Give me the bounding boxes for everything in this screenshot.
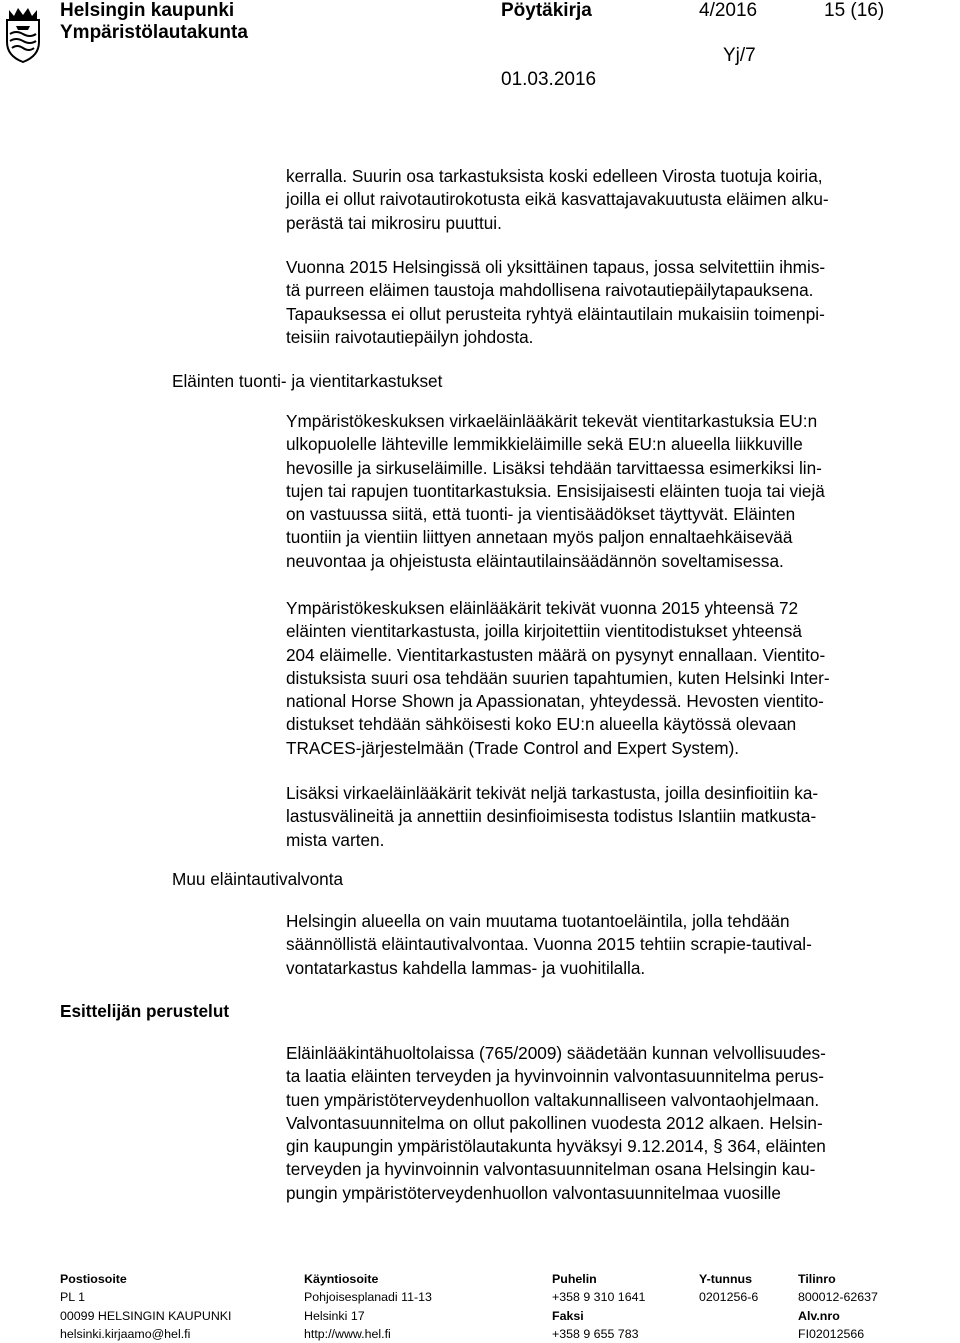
section-heading-rationale: Esittelijän perustelut [60,1001,230,1021]
footer-phone: Puhelin +358 9 310 1641 Faksi +358 9 655 783 [552,1272,646,1341]
footer-account: Tilinro 800012-62637 Alv.nro FI02012566 [798,1272,878,1341]
paragraph-inspections: kerralla. Suurin osa tarkastuksista koski edelleen Virosta tuotuja koiria, joilla ei ollut raivotautirokotusta eikä kasvattajavakuutusta eläimen alku- perästä tai mikrosiru puuttui. [286,166,829,233]
section-heading-other-surveillance: Muu eläintautivalvonta [172,869,344,889]
department-name: Ympäristölautakunta [60,22,248,43]
page-number: 15 (16) [824,0,885,21]
document-type: Pöytäkirja [501,0,592,21]
document-date: 01.03.2016 [501,69,597,90]
paragraph-rationale: Eläinlääkintähuoltolaissa (765/2009) säädetään kunnan velvollisuudes- ta laatia eläinten terveyden ja hyvinvoinnin valvontasuunnitelma perus- tuen ympäristöterveydenhuollon valtakunnalliseen valvontaohjelmaan. Valvontasuunnitelma on ollut pakollinen vuodesta 2012 alkaen. Helsin- gin kaupungin ympäristölautakunta hyväksyi 9.12.2014, § 364, eläinten terveyden ja hyvinvoinnin valvontasuunnitelman osana Helsingin kau- pungin ympäristöterveydenhuollon valvontasuunnitelmaa vuosille [286,1043,826,1203]
organization-name: Helsingin kaupunki [60,0,235,21]
footer-visiting-address: Käyntiosoite Pohjoisesplanadi 11-13 Helsinki 17 http://www.hel.fi [304,1272,432,1341]
paragraph-disinfection: Lisäksi virkaeläinlääkärit tekivät neljä tarkastusta, joilla desinfioitiin ka- lastusvälineitä ja annettiin desinfioimisesta todistus Islantiin matkusta- mista varten. [286,783,819,850]
paragraph-production-farms: Helsingin alueella on vain muutama tuotantoeläintila, jolla tehdään säännöllistä eläintautivalvontaa. Vuonna 2015 tehtiin scrapie-tautival- vontatarkastus kahdella lammas- ja vuohitilalla. [286,911,812,978]
paragraph-rabies-case: Vuonna 2015 Helsingissä oli yksittäinen tapaus, jossa selvitettiin ihmis- tä purreen eläimen taustoja mahdollisena raivotautiepäilytapauksena. Tapauksessa ei ollut perusteita ryhtyä eläintautilain mukaisiin toimenpi- teisiin raivotautiepäilyn johdosta. [286,257,826,347]
footer-business-id: Y-tunnus 0201256-6 [699,1272,759,1305]
paragraph-export-statistics: Ympäristökeskuksen eläinlääkärit tekivät vuonna 2015 yhteensä 72 eläinten vientitarkastusta, joilla kirjoitettiin vientitodistukset yhteensä 204 eläimelle. Vientitarkastusten määrä on pysynyt ennallaan. Vientito- distuksista suuri osa tehdään suurien tapahtumien, kuten Helsinki Inter- national Horse Shown ja Apassionatan, yhteydessä. Hevosten vientito- distukset tehdään sähköisesti koko EU:n alueella käytössä olevaan TRACES-järjestelmään (Trade Control and Expert System). [286,598,830,758]
helsinki-crest-icon [4,4,42,64]
paragraph-export-inspections: Ympäristökeskuksen virkaeläinlääkärit tekevät vientitarkastuksia EU:n ulkopuolelle lähteville lemmikkieläimille sekä EU:n alueella liikkuville hevosille ja sirkuseläimille. Lisäksi tehdään tarvittaessa esimerkiksi lin- tujen tai rapujen tuontitarkastuksia. Ensisijaisesti eläinten tuoja tai viejä on vastuussa siitä, että tuonti- ja vientisäädökset täyttyvät. Eläinten tuontiin ja vientiin liittyen annetaan myös paljon ennaltaehkäisevää neuvontaa ja ohjeistusta eläintautilainsäädännön soveltamisessa. [286,411,825,571]
footer-postal-address: Postiosoite PL 1 00099 HELSINGIN KAUPUNKI helsinki.kirjaamo@hel.fi [60,1272,232,1341]
section-code: Yj/7 [723,45,756,66]
document-number: 4/2016 [699,0,758,21]
section-heading-import-export: Eläinten tuonti- ja vientitarkastukset [172,371,443,391]
